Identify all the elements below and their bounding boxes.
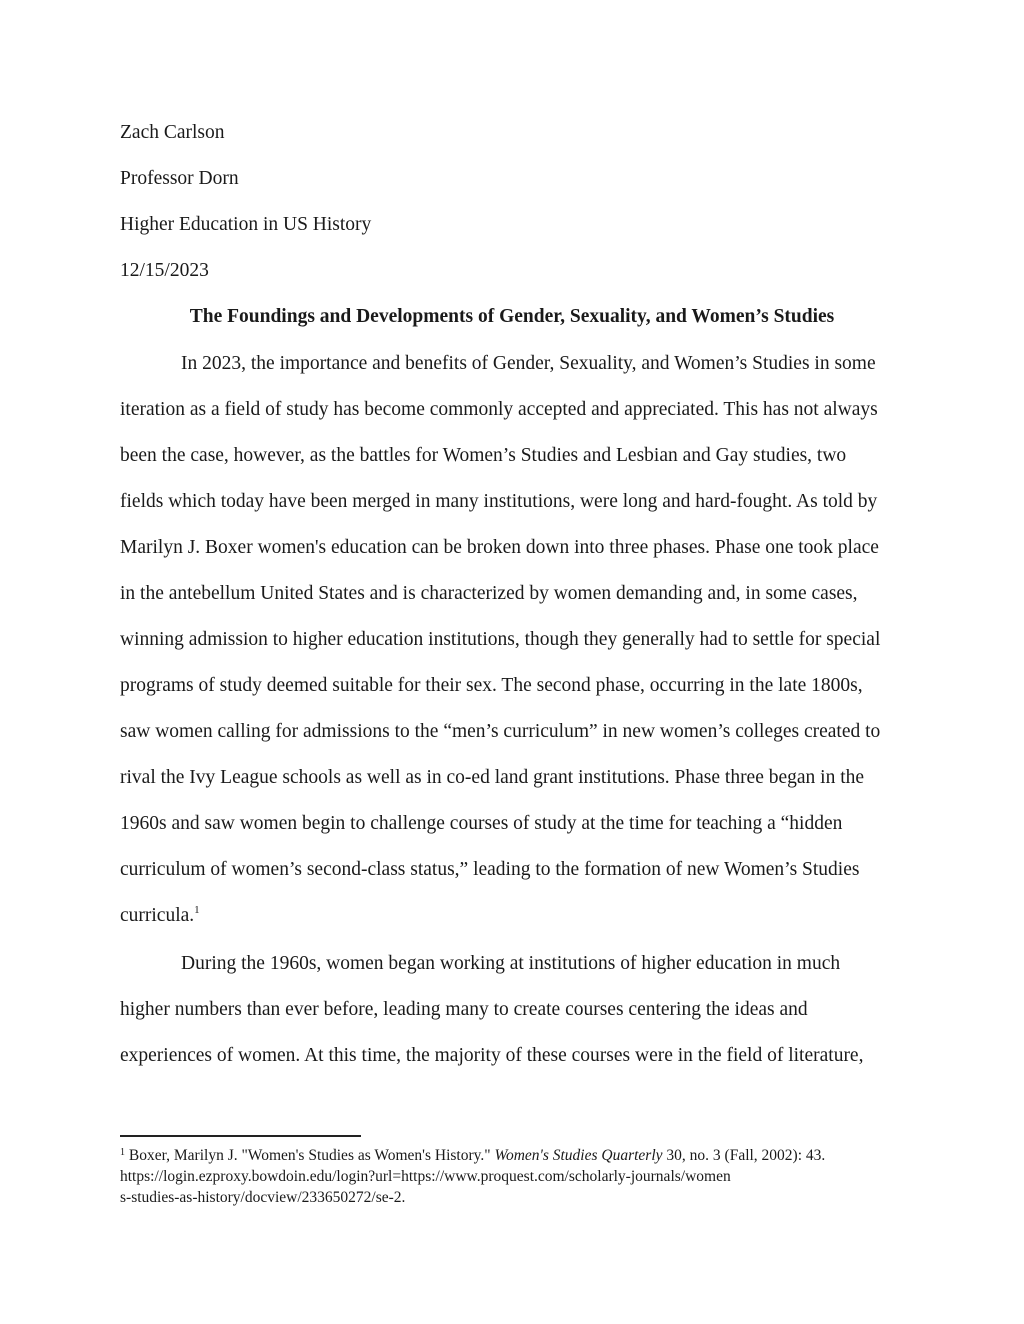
paragraph-line: rival the Ivy League schools as well as in co-ed land grant institutions. Phase three began in the <box>120 767 865 788</box>
footnote-journal: Women's Studies Quarterly <box>494 1147 663 1164</box>
paragraph-line: programs of study deemed suitable for their sex. The second phase, occurring in the late 1800s, <box>120 675 863 696</box>
document-date: 12/15/2023 <box>120 260 209 281</box>
paragraph-line: in the antebellum United States and is characterized by women demanding and, in some cases, <box>120 583 858 604</box>
paragraph-line: winning admission to higher education institutions, though they generally had to settle for special <box>120 629 881 650</box>
paragraph-line: been the case, however, as the battles for Women’s Studies and Lesbian and Gay studies, two <box>120 445 847 466</box>
footnote-url-line[interactable]: https://login.ezproxy.bowdoin.edu/login?url=https://www.proquest.com/scholarly-journals/women <box>120 1168 731 1185</box>
paragraph-line: iteration as a field of study has become commonly accepted and appreciated. This has not always <box>120 399 878 420</box>
paragraph-line: During the 1960s, women began working at institutions of higher education in much <box>181 953 841 974</box>
paragraph-line: saw women calling for admissions to the “men’s curriculum” in new women’s colleges created to <box>120 721 881 742</box>
footnote-citation <box>120 1146 825 1166</box>
paragraph-line: 1960s and saw women begin to challenge courses of study at the time for teaching a “hidden <box>120 813 843 834</box>
paragraph-line-text: curricula. <box>120 905 195 926</box>
footnote-text-before: Boxer, Marilyn J. "Women's Studies as Women's History." <box>125 1147 495 1164</box>
author-name: Zach Carlson <box>120 122 225 143</box>
paragraph-last-line <box>120 904 200 928</box>
paper-title: The Foundings and Developments of Gender, Sexuality, and Women’s Studies <box>189 306 835 327</box>
paragraph-line: fields which today have been merged in many institutions, were long and hard-fought. As told by <box>120 491 878 512</box>
footnote-url-line[interactable]: s-studies-as-history/docview/233650272/se-2. <box>120 1189 406 1206</box>
professor-name: Professor Dorn <box>120 168 239 189</box>
footnote-divider <box>120 1135 361 1137</box>
paragraph-line: higher numbers than ever before, leading many to create courses centering the ideas and <box>120 999 808 1020</box>
paragraph-line: experiences of women. At this time, the majority of these courses were in the field of literature, <box>120 1045 864 1066</box>
footnote-text-after: 30, no. 3 (Fall, 2002): 43. <box>662 1147 826 1164</box>
paragraph-line: In 2023, the importance and benefits of Gender, Sexuality, and Women’s Studies in some <box>181 353 876 374</box>
course-name: Higher Education in US History <box>120 214 372 235</box>
footnote-reference[interactable]: 1 <box>194 904 200 916</box>
footnote-number: 1 <box>120 1147 125 1158</box>
paragraph-line: curriculum of women’s second-class status,” leading to the formation of new Women’s Studies <box>120 859 860 880</box>
paragraph-line: Marilyn J. Boxer women's education can be broken down into three phases. Phase one took place <box>120 537 879 558</box>
